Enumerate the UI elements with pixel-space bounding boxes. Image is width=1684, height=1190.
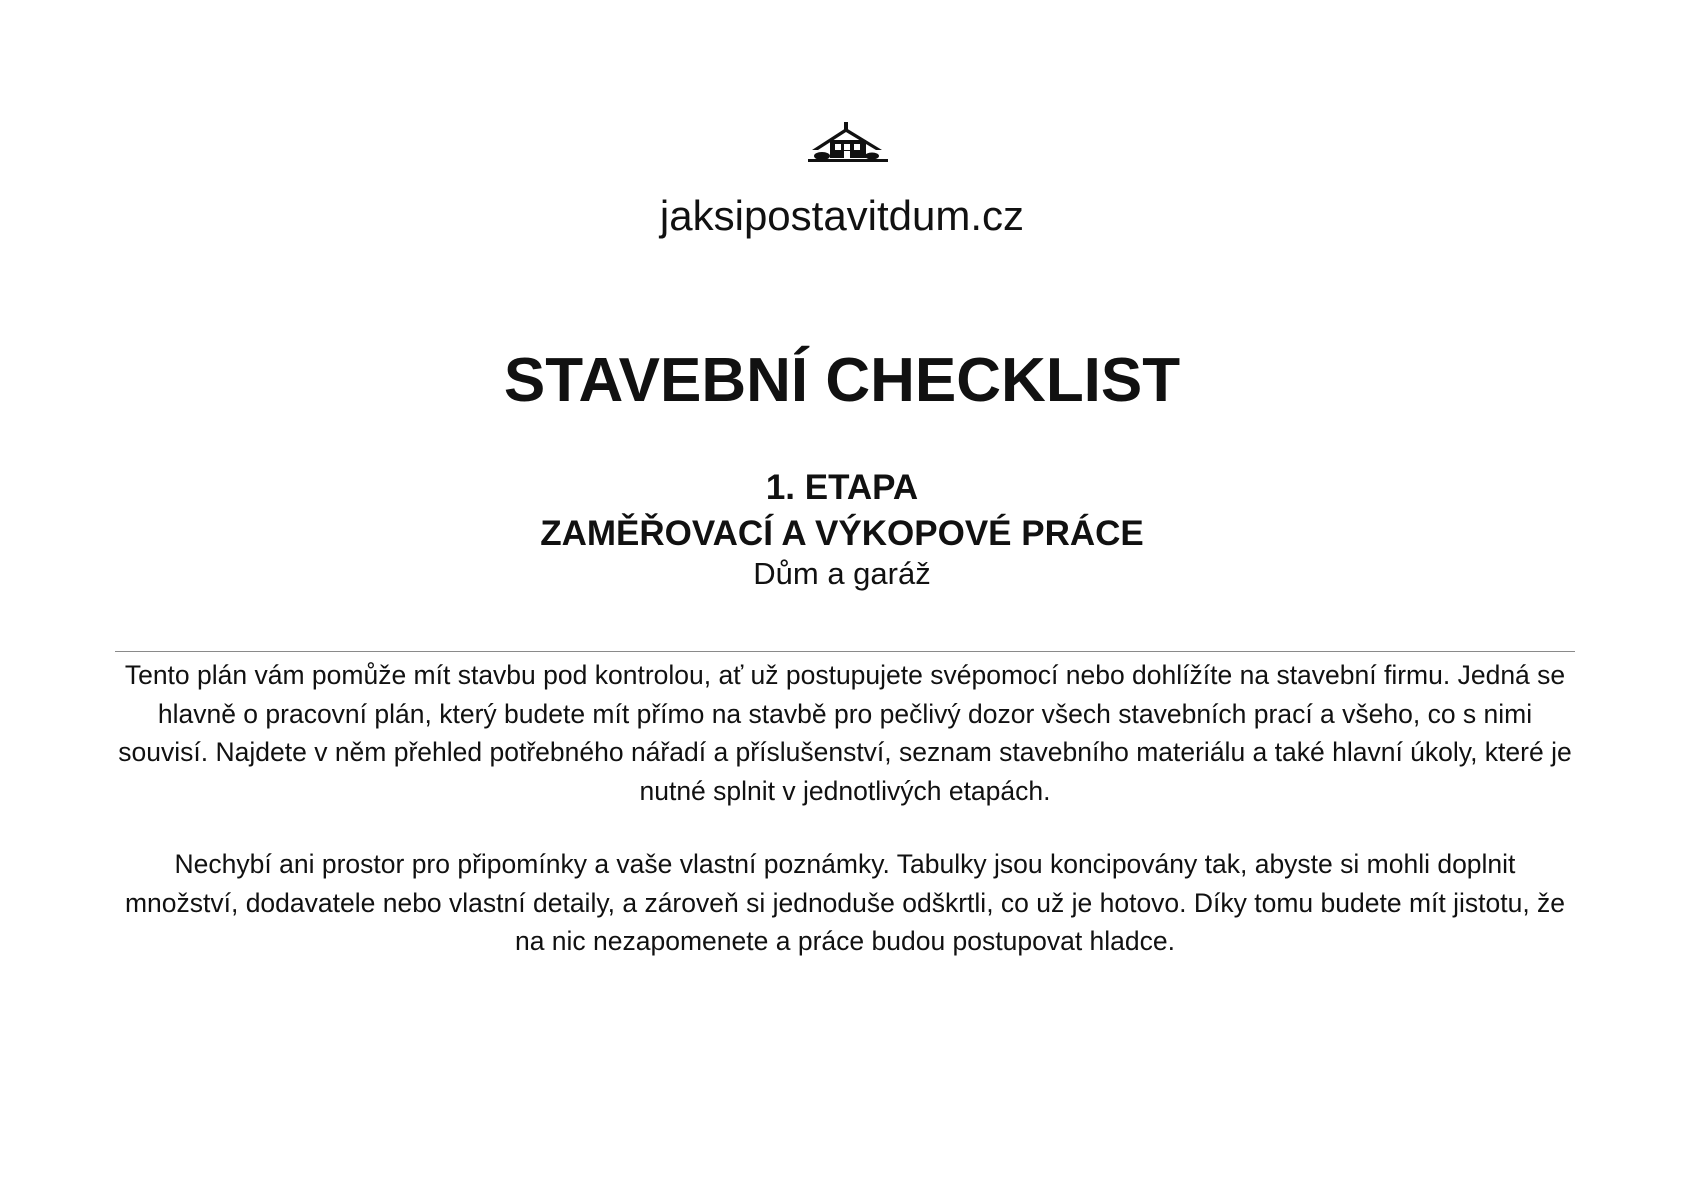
- intro-paragraph-2: Nechybí ani prostor pro připomínky a vaše vlastní poznámky. Tabulky jsou koncipovány tak, abyste si mohli doplnit množství, dodavatele nebo vlastní detaily, a zároveň si jednoduše odškrtli, co už je hotovo. Díky tomu budete mít jistotu, že na nic nezapomenete a práce budou postupovat hladce.: [124, 849, 1566, 956]
- stage-number: 1. ETAPA: [765, 468, 919, 507]
- site-name: jaksipostavitdum.cz: [659, 192, 1025, 239]
- document-title: STAVEBNÍ CHECKLIST: [503, 346, 1181, 415]
- section-divider: [115, 651, 1575, 652]
- stage-name: ZAMĚŘOVACÍ A VÝKOPOVÉ PRÁCE: [540, 514, 1144, 553]
- house-logo-icon: [808, 120, 888, 164]
- stage-subtitle: Dům a garáž: [753, 556, 931, 591]
- intro-paragraph-1: Tento plán vám pomůže mít stavbu pod kontrolou, ať už postupujete svépomocí nebo dohlížíte na stavební firmu. Jedná se hlavně o pracovní plán, který budete mít přímo na stavbě pro pečlivý dozor všech stavebních prací a všeho, co s nimi souvisí. Najdete v něm přehled potřebného nářadí a příslušenství, seznam stavebního materiálu a také hlavní úkoly, které je nutné splnit v jednotlivých etapách.: [118, 660, 1572, 806]
